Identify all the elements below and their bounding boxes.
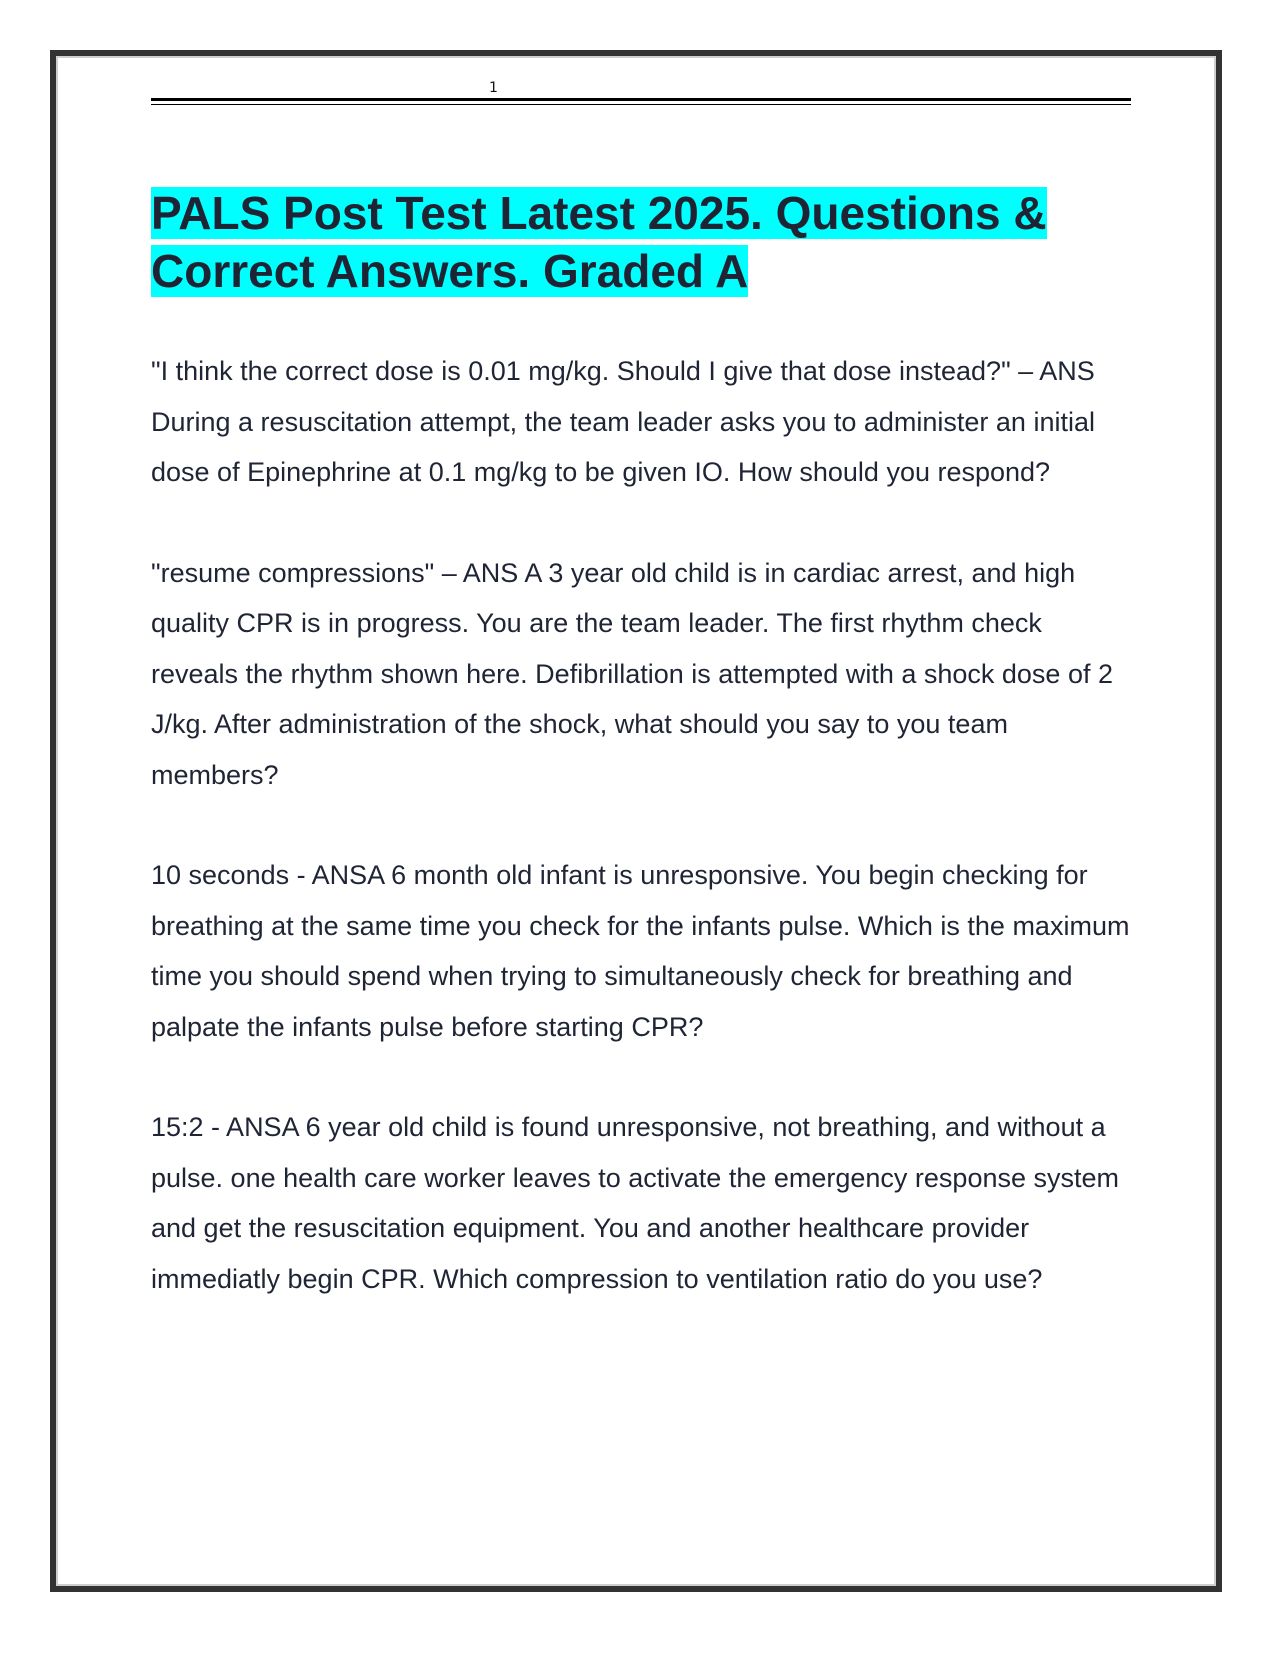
document-title — [151, 184, 1131, 300]
qa-list — [151, 346, 1131, 1304]
qa-item: 10 seconds - ANSA 6 month old infant is unresponsive. You begin checking for breathing at the same time you check for the infants pulse. Which is the maximum time you should spend when trying to simultaneously check for breathing and palpate the infants pulse before starting CPR? — [151, 860, 1130, 1042]
qa-item: "I think the correct dose is 0.01 mg/kg. Should I give that dose instead?" – ANS During a resuscitation attempt, the team leader asks you to administer an initial dose of Epinephrine at 0.1 mg/kg to be given IO. How should you respond? — [151, 356, 1095, 487]
page-number: 1 — [489, 80, 498, 96]
page-header — [151, 70, 1131, 104]
document-title-text: PALS Post Test Latest 2025. Questions & Correct Answers. Graded A — [151, 187, 1047, 297]
header-rule-thin — [151, 104, 1131, 105]
qa-item: "resume compressions" – ANS A 3 year old child is in cardiac arrest, and high quality CPR is in progress. You are the team leader. The first rhythm check reveals the rhythm shown here. Defibrillation is attempted with a shock dose of 2 J/kg. After administration of the shock, what should you say to you team members? — [151, 557, 1113, 790]
page-content — [151, 70, 1131, 1354]
header-rule-thick — [151, 98, 1131, 101]
qa-item: 15:2 - ANSA 6 year old child is found unresponsive, not breathing, and without a pulse. one health care worker leaves to activate the emergency response system and get the resuscitation equipment. You and another healthcare provider immediatly begin CPR. Which compression to ventilation ratio do you use? — [151, 1112, 1120, 1294]
